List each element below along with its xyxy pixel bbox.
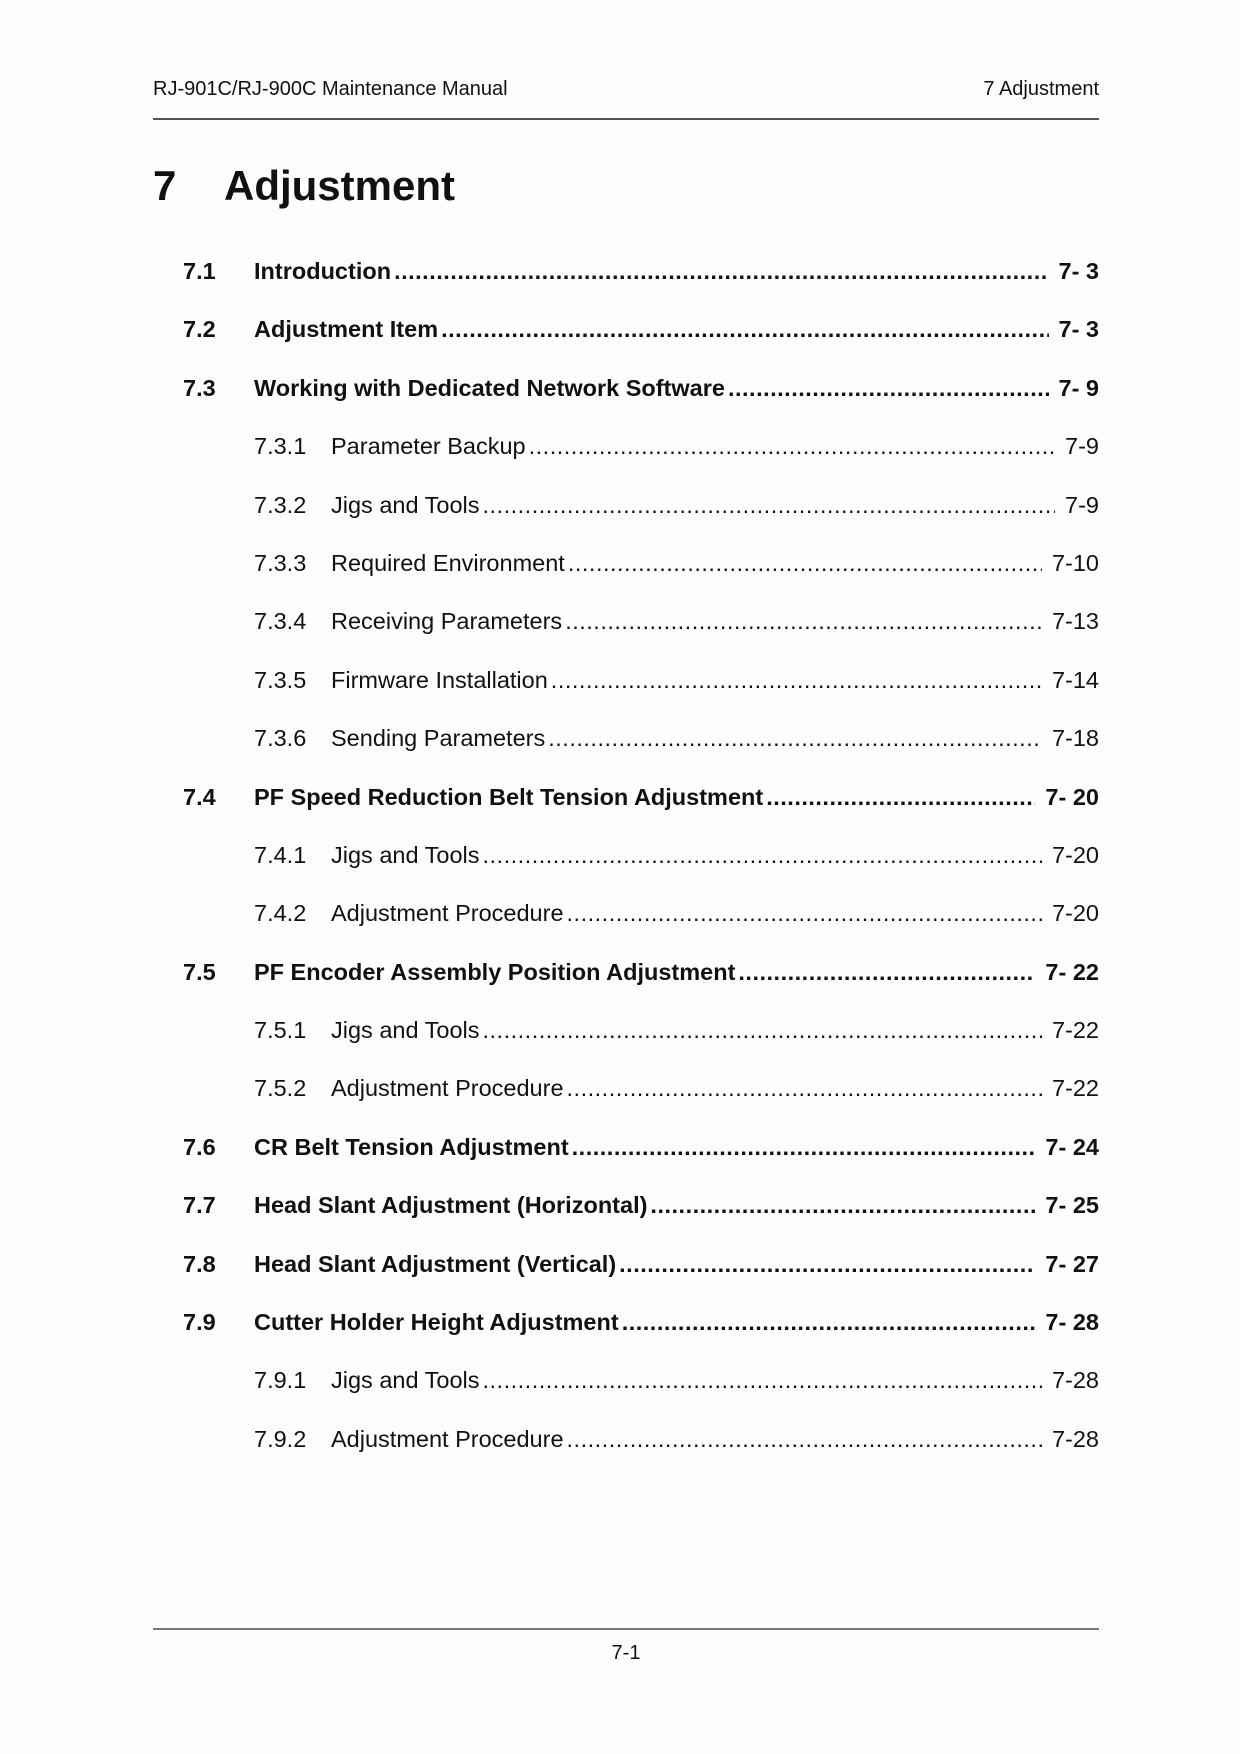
toc-subsection-entry[interactable] (183, 1075, 1099, 1133)
toc-subsection-entry[interactable] (183, 1367, 1099, 1425)
toc-entry-title: Adjustment Item (254, 316, 439, 343)
toc-entry-page: 7- 3 (1058, 258, 1099, 284)
toc-dot-leader (568, 550, 1042, 576)
toc-entry-title: Introduction (254, 258, 392, 284)
toc-entry-number: 7.8 (183, 1250, 216, 1277)
toc-section-entry[interactable] (183, 1134, 1099, 1192)
chapter-name: Adjustment (224, 162, 455, 209)
toc-entry-page: 7-10 (1051, 549, 1099, 576)
toc-entry-number: 7.4.2 (254, 900, 307, 927)
toc-entry-title: Adjustment Procedure (331, 900, 564, 927)
header-section: 7 Adjustment (983, 78, 1099, 100)
toc-entry-title: Firmware Installation (331, 666, 548, 693)
toc-dot-leader (567, 1075, 1042, 1101)
toc-dot-leader (567, 900, 1042, 926)
toc-section-entry[interactable] (183, 1192, 1099, 1250)
toc-entry-title: Jigs and Tools (331, 491, 480, 518)
toc-dot-leader (483, 1367, 1042, 1393)
toc-entry-title: Sending Parameters (331, 725, 546, 752)
toc-entry-title: Working with Dedicated Network Software (254, 374, 725, 401)
toc-entry-title: Jigs and Tools (331, 1017, 480, 1044)
toc-dot-leader (551, 667, 1042, 693)
toc-section-entry[interactable] (183, 316, 1099, 374)
toc-entry-number: 7.9.1 (254, 1367, 307, 1394)
toc-dot-leader (394, 258, 1048, 284)
toc-dot-leader (738, 959, 1035, 985)
toc-entry-page: 7-20 (1051, 841, 1099, 868)
toc-entry-page: 7-28 (1051, 1425, 1099, 1452)
toc-entry-page: 7-13 (1051, 608, 1099, 635)
toc-entry-page: 7- 20 (1045, 783, 1099, 810)
toc-entry-page: 7-14 (1051, 666, 1099, 693)
toc-section-entry[interactable] (183, 375, 1099, 433)
chapter-title (153, 162, 455, 210)
toc-entry-number: 7.3.2 (254, 491, 307, 518)
toc-entry-number: 7.5.2 (254, 1075, 307, 1102)
toc-dot-leader (483, 842, 1042, 868)
toc-entry-title: Head Slant Adjustment (Horizontal) (254, 1192, 648, 1219)
toc-entry-number: 7.5 (183, 958, 216, 985)
toc-dot-leader (728, 375, 1049, 401)
toc-subsection-entry[interactable] (183, 667, 1099, 725)
toc-section-entry[interactable] (183, 784, 1099, 842)
toc-subsection-entry[interactable] (183, 1426, 1099, 1484)
toc-dot-leader (565, 608, 1042, 634)
toc-dot-leader (619, 1251, 1035, 1277)
toc-dot-leader (650, 1192, 1035, 1218)
toc-entry-page: 7- 25 (1045, 1192, 1099, 1219)
table-of-contents (183, 258, 1099, 1484)
toc-dot-leader (766, 784, 1035, 810)
toc-entry-number: 7.9.2 (254, 1425, 307, 1452)
toc-entry-page: 7- 3 (1058, 316, 1099, 343)
toc-entry-page: 7- 22 (1045, 958, 1099, 985)
toc-entry-title: Adjustment Procedure (331, 1425, 564, 1452)
toc-entry-title: Receiving Parameters (331, 608, 563, 635)
page-number: 7-1 (611, 1642, 641, 1664)
toc-section-entry[interactable] (183, 1251, 1099, 1309)
toc-entry-page: 7-9 (1065, 433, 1099, 460)
toc-entry-title: Cutter Holder Height Adjustment (254, 1309, 619, 1336)
toc-entry-page: 7-22 (1051, 1017, 1099, 1044)
toc-dot-leader (483, 1017, 1042, 1043)
toc-entry-page: 7- 27 (1045, 1250, 1099, 1277)
toc-subsection-entry[interactable] (183, 433, 1099, 491)
toc-entry-page: 7-9 (1065, 491, 1099, 518)
toc-entry-number: 7.3.6 (254, 725, 307, 752)
toc-entry-number: 7.1 (183, 258, 216, 284)
toc-entry-page: 7- 24 (1045, 1133, 1099, 1160)
toc-entry-title: Head Slant Adjustment (Vertical) (254, 1250, 617, 1277)
toc-subsection-entry[interactable] (183, 725, 1099, 783)
manual-title: RJ-901C/RJ-900C Maintenance Manual (153, 78, 508, 100)
toc-subsection-entry[interactable] (183, 550, 1099, 608)
toc-entry-title: CR Belt Tension Adjustment (254, 1133, 569, 1160)
toc-entry-page: 7-20 (1051, 900, 1099, 927)
toc-entry-number: 7.6 (183, 1133, 216, 1160)
toc-entry-page: 7-28 (1051, 1367, 1099, 1394)
toc-entry-number: 7.3.1 (254, 433, 307, 460)
toc-entry-number: 7.3.4 (254, 608, 307, 635)
toc-dot-leader (441, 316, 1048, 342)
toc-subsection-entry[interactable] (183, 492, 1099, 550)
toc-entry-title: Jigs and Tools (331, 841, 480, 868)
toc-subsection-entry[interactable] (183, 900, 1099, 958)
toc-entry-page: 7- 28 (1045, 1309, 1099, 1336)
chapter-number: 7 (153, 162, 177, 209)
toc-section-entry[interactable] (183, 258, 1099, 316)
toc-entry-number: 7.9 (183, 1309, 216, 1336)
toc-entry-page: 7-22 (1051, 1075, 1099, 1102)
toc-dot-leader (622, 1309, 1036, 1335)
toc-entry-number: 7.7 (183, 1192, 216, 1219)
toc-entry-page: 7- 9 (1058, 374, 1099, 401)
toc-dot-leader (529, 433, 1055, 459)
toc-entry-title: PF Speed Reduction Belt Tension Adjustment (254, 783, 764, 810)
toc-entry-number: 7.3.5 (254, 666, 307, 693)
toc-subsection-entry[interactable] (183, 842, 1099, 900)
toc-entry-title: Required Environment (331, 549, 565, 576)
toc-entry-number: 7.4.1 (254, 841, 307, 868)
toc-dot-leader (483, 492, 1056, 518)
toc-entry-number: 7.5.1 (254, 1017, 307, 1044)
toc-dot-leader (567, 1426, 1042, 1452)
toc-entry-title: Jigs and Tools (331, 1367, 480, 1394)
toc-entry-number: 7.3.3 (254, 549, 307, 576)
toc-entry-title: Parameter Backup (331, 433, 526, 460)
toc-entry-number: 7.4 (183, 783, 216, 810)
toc-entry-number: 7.2 (183, 316, 216, 343)
toc-entry-number: 7.3 (183, 374, 216, 401)
toc-section-entry[interactable] (183, 959, 1099, 1017)
toc-subsection-entry[interactable] (183, 1017, 1099, 1075)
page-header (153, 76, 1099, 120)
toc-section-entry[interactable] (183, 1309, 1099, 1367)
toc-entry-title: PF Encoder Assembly Position Adjustment (254, 958, 736, 985)
page-footer (153, 1628, 1099, 1665)
toc-subsection-entry[interactable] (183, 608, 1099, 666)
toc-dot-leader (548, 725, 1042, 751)
toc-entry-title: Adjustment Procedure (331, 1075, 564, 1102)
toc-entry-page: 7-18 (1051, 725, 1099, 752)
toc-dot-leader (572, 1134, 1036, 1160)
